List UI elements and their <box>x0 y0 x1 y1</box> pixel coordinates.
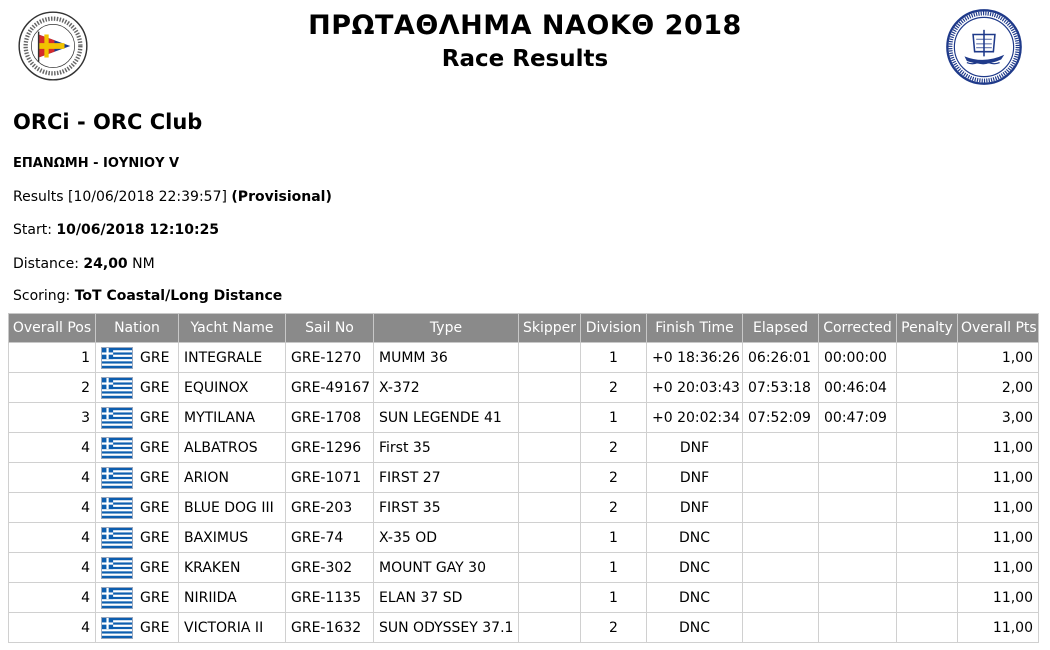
col-header-nation[interactable]: Nation <box>96 314 179 343</box>
greece-flag-icon <box>101 377 133 399</box>
cell-penalty <box>897 373 958 403</box>
cell-elapsed <box>743 553 819 583</box>
cell-sail-no: GRE-49167 <box>286 373 374 403</box>
table-row <box>9 433 1039 463</box>
cell-overall-pos: 4 <box>9 553 96 583</box>
cell-type: ELAN 37 SD <box>374 583 519 613</box>
cell-overall-pos: 4 <box>9 583 96 613</box>
table-row <box>9 613 1039 643</box>
cell-division: 2 <box>581 463 647 493</box>
cell-skipper <box>519 613 581 643</box>
greece-flag-icon <box>101 347 133 369</box>
cell-skipper <box>519 433 581 463</box>
cell-yacht-name: VICTORIA II <box>179 613 286 643</box>
cell-skipper <box>519 463 581 493</box>
table-header-row <box>9 314 1039 343</box>
cell-elapsed: 06:26:01 <box>743 343 819 373</box>
cell-elapsed <box>743 583 819 613</box>
cell-finish-time: DNF <box>647 463 743 493</box>
cell-overall-pts: 2,00 <box>958 373 1039 403</box>
cell-skipper <box>519 523 581 553</box>
cell-sail-no: GRE-74 <box>286 523 374 553</box>
col-header-yacht-name[interactable]: Yacht Name <box>179 314 286 343</box>
cell-corrected <box>819 553 897 583</box>
distance-unit: NM <box>132 256 155 272</box>
cell-skipper <box>519 553 581 583</box>
col-header-overall-pts[interactable]: Overall Pts <box>958 314 1039 343</box>
col-header-type[interactable]: Type <box>374 314 519 343</box>
cell-penalty <box>897 433 958 463</box>
nation-code: GRE <box>140 349 170 366</box>
cell-corrected: 00:46:04 <box>819 373 897 403</box>
cell-elapsed: 07:53:18 <box>743 373 819 403</box>
cell-penalty <box>897 523 958 553</box>
cell-overall-pos: 4 <box>9 433 96 463</box>
table-row <box>9 403 1039 433</box>
cell-sail-no: GRE-1708 <box>286 403 374 433</box>
table-row <box>9 463 1039 493</box>
cell-division: 1 <box>581 583 647 613</box>
cell-nation <box>96 583 179 613</box>
cell-type: SUN LEGENDE 41 <box>374 403 519 433</box>
cell-sail-no: GRE-203 <box>286 493 374 523</box>
cell-yacht-name: BAXIMUS <box>179 523 286 553</box>
col-header-skipper[interactable]: Skipper <box>519 314 581 343</box>
greece-flag-icon <box>101 587 133 609</box>
cell-overall-pts: 1,00 <box>958 343 1039 373</box>
cell-division: 2 <box>581 493 647 523</box>
scoring-info <box>13 288 282 304</box>
cell-division: 2 <box>581 373 647 403</box>
page-subtitle: Race Results <box>441 46 609 72</box>
cell-overall-pts: 11,00 <box>958 583 1039 613</box>
cell-penalty <box>897 493 958 523</box>
cell-skipper <box>519 403 581 433</box>
cell-skipper <box>519 493 581 523</box>
cell-skipper <box>519 343 581 373</box>
cell-elapsed <box>743 523 819 553</box>
cell-corrected: 00:00:00 <box>819 343 897 373</box>
page-title: ΠΡΩΤΑΘΛΗΜΑ ΝΑΟΚΘ 2018 <box>308 10 742 41</box>
table-row <box>9 553 1039 583</box>
cell-corrected <box>819 493 897 523</box>
results-table <box>8 313 1039 643</box>
table-row <box>9 523 1039 553</box>
class-title: ORCi - ORC Club <box>13 110 203 134</box>
cell-nation <box>96 553 179 583</box>
cell-type: SUN ODYSSEY 37.1 <box>374 613 519 643</box>
start-info <box>13 222 219 238</box>
results-status: (Provisional) <box>231 189 332 205</box>
cell-division: 1 <box>581 403 647 433</box>
cell-penalty <box>897 463 958 493</box>
cell-overall-pos: 1 <box>9 343 96 373</box>
cell-sail-no: GRE-1135 <box>286 583 374 613</box>
cell-penalty <box>897 553 958 583</box>
cell-type: MOUNT GAY 30 <box>374 553 519 583</box>
cell-overall-pts: 3,00 <box>958 403 1039 433</box>
cell-finish-time: +0 18:36:26 <box>647 343 743 373</box>
cell-finish-time: DNC <box>647 523 743 553</box>
cell-overall-pts: 11,00 <box>958 493 1039 523</box>
cell-corrected <box>819 463 897 493</box>
cell-type: MUMM 36 <box>374 343 519 373</box>
nation-code: GRE <box>140 499 170 516</box>
cell-yacht-name: EQUINOX <box>179 373 286 403</box>
cell-division: 1 <box>581 523 647 553</box>
cell-sail-no: GRE-1071 <box>286 463 374 493</box>
distance-value: 24,00 <box>83 256 128 272</box>
start-label: Start: <box>13 222 52 238</box>
cell-corrected <box>819 523 897 553</box>
cell-nation <box>96 343 179 373</box>
col-header-penalty[interactable]: Penalty <box>897 314 958 343</box>
cell-penalty <box>897 613 958 643</box>
cell-division: 2 <box>581 433 647 463</box>
cell-overall-pts: 11,00 <box>958 433 1039 463</box>
cell-type: X-372 <box>374 373 519 403</box>
cell-elapsed <box>743 463 819 493</box>
table-row <box>9 493 1039 523</box>
distance-label: Distance: <box>13 256 79 272</box>
cell-skipper <box>519 583 581 613</box>
cell-nation <box>96 493 179 523</box>
cell-overall-pts: 11,00 <box>958 523 1039 553</box>
cell-corrected: 00:47:09 <box>819 403 897 433</box>
greece-flag-icon <box>101 467 133 489</box>
cell-yacht-name: INTEGRALE <box>179 343 286 373</box>
cell-sail-no: GRE-1270 <box>286 343 374 373</box>
cell-sail-no: GRE-302 <box>286 553 374 583</box>
nation-code: GRE <box>140 409 170 426</box>
cell-skipper <box>519 373 581 403</box>
cell-elapsed <box>743 613 819 643</box>
cell-nation <box>96 373 179 403</box>
cell-yacht-name: ALBATROS <box>179 433 286 463</box>
cell-finish-time: +0 20:02:34 <box>647 403 743 433</box>
cell-penalty <box>897 403 958 433</box>
cell-type: First 35 <box>374 433 519 463</box>
cell-division: 2 <box>581 613 647 643</box>
cell-finish-time: DNC <box>647 553 743 583</box>
nation-code: GRE <box>140 529 170 546</box>
cell-overall-pos: 4 <box>9 493 96 523</box>
cell-nation <box>96 613 179 643</box>
cell-overall-pos: 3 <box>9 403 96 433</box>
cell-finish-time: DNF <box>647 433 743 463</box>
cell-yacht-name: BLUE DOG III <box>179 493 286 523</box>
cell-nation <box>96 523 179 553</box>
race-name: ΕΠΑΝΩΜΗ - ΙΟΥΝΙΟΥ V <box>13 156 180 171</box>
col-header-sail-no[interactable]: Sail No <box>286 314 374 343</box>
table-row <box>9 583 1039 613</box>
cell-yacht-name: KRAKEN <box>179 553 286 583</box>
scoring-value: ToT Coastal/Long Distance <box>74 288 283 304</box>
cell-sail-no: GRE-1632 <box>286 613 374 643</box>
cell-corrected <box>819 583 897 613</box>
greece-flag-icon <box>101 617 133 639</box>
cell-yacht-name: ARION <box>179 463 286 493</box>
col-header-elapsed[interactable]: Elapsed <box>743 314 819 343</box>
nation-code: GRE <box>140 439 170 456</box>
cell-type: FIRST 27 <box>374 463 519 493</box>
table-row <box>9 343 1039 373</box>
distance-info <box>13 256 155 272</box>
greece-flag-icon <box>101 527 133 549</box>
cell-overall-pos: 2 <box>9 373 96 403</box>
cell-division: 1 <box>581 343 647 373</box>
cell-finish-time: +0 20:03:43 <box>647 373 743 403</box>
results-label: Results [10/06/2018 22:39:57] <box>13 189 227 205</box>
cell-yacht-name: NIRIIDA <box>179 583 286 613</box>
cell-corrected <box>819 613 897 643</box>
cell-yacht-name: MYTILANA <box>179 403 286 433</box>
cell-overall-pts: 11,00 <box>958 553 1039 583</box>
nation-code: GRE <box>140 589 170 606</box>
cell-penalty <box>897 343 958 373</box>
cell-finish-time: DNC <box>647 613 743 643</box>
col-header-overall-pos[interactable]: Overall Pos <box>9 314 96 343</box>
cell-overall-pts: 11,00 <box>958 463 1039 493</box>
greece-flag-icon <box>101 497 133 519</box>
cell-overall-pos: 4 <box>9 523 96 553</box>
col-header-corrected[interactable]: Corrected <box>819 314 897 343</box>
scoring-label: Scoring: <box>13 288 71 304</box>
greece-flag-icon <box>101 557 133 579</box>
nation-code: GRE <box>140 379 170 396</box>
cell-overall-pos: 4 <box>9 613 96 643</box>
cell-penalty <box>897 583 958 613</box>
start-value: 10/06/2018 12:10:25 <box>56 222 220 238</box>
cell-elapsed <box>743 493 819 523</box>
cell-corrected <box>819 433 897 463</box>
cell-sail-no: GRE-1296 <box>286 433 374 463</box>
results-info <box>13 189 332 205</box>
nation-code: GRE <box>140 469 170 486</box>
cell-nation <box>96 433 179 463</box>
greece-flag-icon <box>101 407 133 429</box>
col-header-finish-time[interactable]: Finish Time <box>647 314 743 343</box>
cell-nation <box>96 463 179 493</box>
cell-overall-pos: 4 <box>9 463 96 493</box>
col-header-division[interactable]: Division <box>581 314 647 343</box>
cell-type: X-35 OD <box>374 523 519 553</box>
cell-elapsed: 07:52:09 <box>743 403 819 433</box>
cell-finish-time: DNF <box>647 493 743 523</box>
ship-emblem-logo <box>945 8 1023 86</box>
cell-type: FIRST 35 <box>374 493 519 523</box>
cell-elapsed <box>743 433 819 463</box>
nation-code: GRE <box>140 619 170 636</box>
cell-overall-pts: 11,00 <box>958 613 1039 643</box>
cell-finish-time: DNC <box>647 583 743 613</box>
cell-division: 1 <box>581 553 647 583</box>
table-row <box>9 373 1039 403</box>
nation-code: GRE <box>140 559 170 576</box>
greece-flag-icon <box>101 437 133 459</box>
cell-nation <box>96 403 179 433</box>
